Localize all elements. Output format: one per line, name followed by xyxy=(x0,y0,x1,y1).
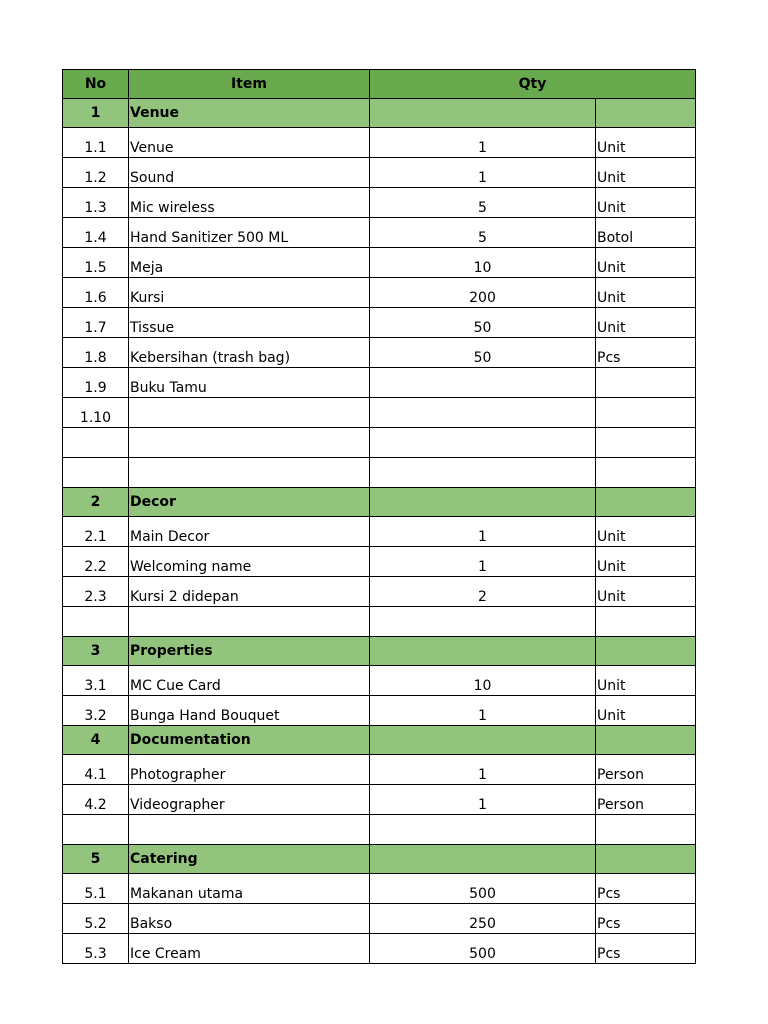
section-qty-cell[interactable] xyxy=(370,845,596,874)
row-number[interactable]: 1.8 xyxy=(63,338,129,368)
row-item[interactable]: Meja xyxy=(129,248,370,278)
section-row xyxy=(63,637,696,666)
row-unit[interactable]: Pcs xyxy=(596,338,696,368)
section-title[interactable]: Catering xyxy=(129,845,370,874)
row-qty[interactable] xyxy=(370,428,596,458)
row-qty[interactable]: 500 xyxy=(370,934,596,964)
row-qty[interactable] xyxy=(370,815,596,845)
row-qty[interactable] xyxy=(370,607,596,637)
row-qty[interactable] xyxy=(370,458,596,488)
table-row xyxy=(63,666,696,696)
row-item[interactable]: Tissue xyxy=(129,308,370,338)
section-row xyxy=(63,845,696,874)
row-item[interactable]: Photographer xyxy=(129,755,370,785)
section-number[interactable]: 2 xyxy=(63,488,129,517)
row-qty[interactable]: 50 xyxy=(370,308,596,338)
row-qty[interactable]: 250 xyxy=(370,904,596,934)
row-unit[interactable]: Unit xyxy=(596,666,696,696)
table-row xyxy=(63,218,696,248)
row-unit[interactable]: Person xyxy=(596,785,696,815)
row-unit[interactable] xyxy=(596,368,696,398)
row-qty[interactable]: 1 xyxy=(370,128,596,158)
row-item[interactable]: Kursi xyxy=(129,278,370,308)
row-number[interactable]: 1.3 xyxy=(63,188,129,218)
row-number[interactable]: 1.4 xyxy=(63,218,129,248)
table-row xyxy=(63,308,696,338)
row-qty[interactable]: 500 xyxy=(370,874,596,904)
section-unit-cell[interactable] xyxy=(596,726,696,755)
section-number[interactable]: 5 xyxy=(63,845,129,874)
section-number[interactable]: 4 xyxy=(63,726,129,755)
row-item[interactable]: Sound xyxy=(129,158,370,188)
table-row xyxy=(63,158,696,188)
row-unit[interactable]: Pcs xyxy=(596,904,696,934)
row-number[interactable]: 1.6 xyxy=(63,278,129,308)
row-qty[interactable]: 1 xyxy=(370,696,596,726)
table-row xyxy=(63,755,696,785)
table-row xyxy=(63,607,696,637)
row-unit[interactable]: Unit xyxy=(596,577,696,607)
row-qty[interactable]: 1 xyxy=(370,517,596,547)
row-item[interactable] xyxy=(129,428,370,458)
row-qty[interactable]: 1 xyxy=(370,755,596,785)
section-unit-cell[interactable] xyxy=(596,845,696,874)
row-item[interactable]: MC Cue Card xyxy=(129,666,370,696)
row-qty[interactable] xyxy=(370,368,596,398)
spreadsheet xyxy=(62,69,696,964)
section-row xyxy=(63,99,696,128)
row-number[interactable]: 1.5 xyxy=(63,248,129,278)
row-unit[interactable] xyxy=(596,428,696,458)
table-row xyxy=(63,188,696,218)
row-item[interactable] xyxy=(129,815,370,845)
row-item[interactable] xyxy=(129,458,370,488)
row-number[interactable]: 3.2 xyxy=(63,696,129,726)
header-item[interactable]: Item xyxy=(129,70,370,99)
section-number[interactable]: 1 xyxy=(63,99,129,128)
table-row xyxy=(63,815,696,845)
row-unit[interactable]: Botol xyxy=(596,218,696,248)
section-number[interactable]: 3 xyxy=(63,637,129,666)
table-row xyxy=(63,904,696,934)
row-item[interactable]: Kebersihan (trash bag) xyxy=(129,338,370,368)
row-item[interactable]: Mic wireless xyxy=(129,188,370,218)
row-item[interactable]: Hand Sanitizer 500 ML xyxy=(129,218,370,248)
row-number[interactable]: 1.7 xyxy=(63,308,129,338)
table-row xyxy=(63,874,696,904)
row-item[interactable]: Venue xyxy=(129,128,370,158)
row-number[interactable]: 2.2 xyxy=(63,547,129,577)
section-qty-cell[interactable] xyxy=(370,488,596,517)
table-row xyxy=(63,458,696,488)
header-row xyxy=(63,70,696,99)
section-unit-cell[interactable] xyxy=(596,637,696,666)
table-row xyxy=(63,368,696,398)
row-number[interactable]: 2.3 xyxy=(63,577,129,607)
row-number[interactable] xyxy=(63,428,129,458)
row-number[interactable]: 2.1 xyxy=(63,517,129,547)
row-number[interactable]: 5.3 xyxy=(63,934,129,964)
row-item[interactable]: Videographer xyxy=(129,785,370,815)
row-unit[interactable]: Unit xyxy=(596,547,696,577)
section-unit-cell[interactable] xyxy=(596,99,696,128)
table-row xyxy=(63,696,696,726)
row-item[interactable]: Buku Tamu xyxy=(129,368,370,398)
table-row xyxy=(63,128,696,158)
row-qty[interactable]: 5 xyxy=(370,218,596,248)
section-row xyxy=(63,488,696,517)
row-item[interactable]: Makanan utama xyxy=(129,874,370,904)
section-title[interactable]: Properties xyxy=(129,637,370,666)
row-unit[interactable]: Person xyxy=(596,755,696,785)
row-item[interactable]: Bunga Hand Bouquet xyxy=(129,696,370,726)
table-row xyxy=(63,934,696,964)
table-row xyxy=(63,785,696,815)
row-number[interactable]: 4.2 xyxy=(63,785,129,815)
row-qty[interactable]: 1 xyxy=(370,158,596,188)
row-item[interactable]: Kursi 2 didepan xyxy=(129,577,370,607)
item-table xyxy=(62,69,696,964)
row-qty[interactable] xyxy=(370,398,596,428)
row-item[interactable]: Ice Cream xyxy=(129,934,370,964)
section-qty-cell[interactable] xyxy=(370,99,596,128)
row-unit[interactable]: Unit xyxy=(596,696,696,726)
row-qty[interactable]: 50 xyxy=(370,338,596,368)
row-number[interactable] xyxy=(63,815,129,845)
row-item[interactable] xyxy=(129,607,370,637)
row-unit[interactable]: Unit xyxy=(596,158,696,188)
section-unit-cell[interactable] xyxy=(596,488,696,517)
row-number[interactable]: 5.1 xyxy=(63,874,129,904)
row-number[interactable]: 1.1 xyxy=(63,128,129,158)
row-item[interactable]: Welcoming name xyxy=(129,547,370,577)
row-number[interactable]: 4.1 xyxy=(63,755,129,785)
table-row xyxy=(63,428,696,458)
row-unit[interactable]: Unit xyxy=(596,517,696,547)
row-qty[interactable]: 10 xyxy=(370,666,596,696)
row-unit[interactable]: Unit xyxy=(596,308,696,338)
table-row xyxy=(63,398,696,428)
row-item[interactable] xyxy=(129,398,370,428)
section-title[interactable]: Decor xyxy=(129,488,370,517)
table-row xyxy=(63,547,696,577)
row-unit[interactable]: Pcs xyxy=(596,934,696,964)
section-title[interactable]: Documentation xyxy=(129,726,370,755)
section-row xyxy=(63,726,696,755)
row-number[interactable]: 3.1 xyxy=(63,666,129,696)
row-qty[interactable]: 10 xyxy=(370,248,596,278)
table-row xyxy=(63,517,696,547)
row-unit[interactable]: Pcs xyxy=(596,874,696,904)
row-number[interactable]: 1.2 xyxy=(63,158,129,188)
row-unit[interactable]: Unit xyxy=(596,188,696,218)
row-number[interactable]: 5.2 xyxy=(63,904,129,934)
row-number[interactable] xyxy=(63,607,129,637)
row-qty[interactable]: 1 xyxy=(370,547,596,577)
table-row xyxy=(63,338,696,368)
row-qty[interactable]: 5 xyxy=(370,188,596,218)
row-qty[interactable]: 2 xyxy=(370,577,596,607)
row-unit[interactable]: Unit xyxy=(596,278,696,308)
row-qty[interactable]: 200 xyxy=(370,278,596,308)
table-body xyxy=(63,99,696,964)
table-row xyxy=(63,577,696,607)
section-qty-cell[interactable] xyxy=(370,726,596,755)
header-no[interactable]: No xyxy=(63,70,129,99)
row-unit[interactable] xyxy=(596,607,696,637)
section-qty-cell[interactable] xyxy=(370,637,596,666)
row-item[interactable]: Bakso xyxy=(129,904,370,934)
row-qty[interactable]: 1 xyxy=(370,785,596,815)
row-unit[interactable] xyxy=(596,458,696,488)
row-unit[interactable]: Unit xyxy=(596,128,696,158)
row-unit[interactable]: Unit xyxy=(596,248,696,278)
row-unit[interactable] xyxy=(596,398,696,428)
table-row xyxy=(63,278,696,308)
header-qty[interactable]: Qty xyxy=(370,70,696,99)
row-item[interactable]: Main Decor xyxy=(129,517,370,547)
table-row xyxy=(63,248,696,278)
row-number[interactable]: 1.10 xyxy=(63,398,129,428)
row-unit[interactable] xyxy=(596,815,696,845)
row-number[interactable]: 1.9 xyxy=(63,368,129,398)
row-number[interactable] xyxy=(63,458,129,488)
section-title[interactable]: Venue xyxy=(129,99,370,128)
